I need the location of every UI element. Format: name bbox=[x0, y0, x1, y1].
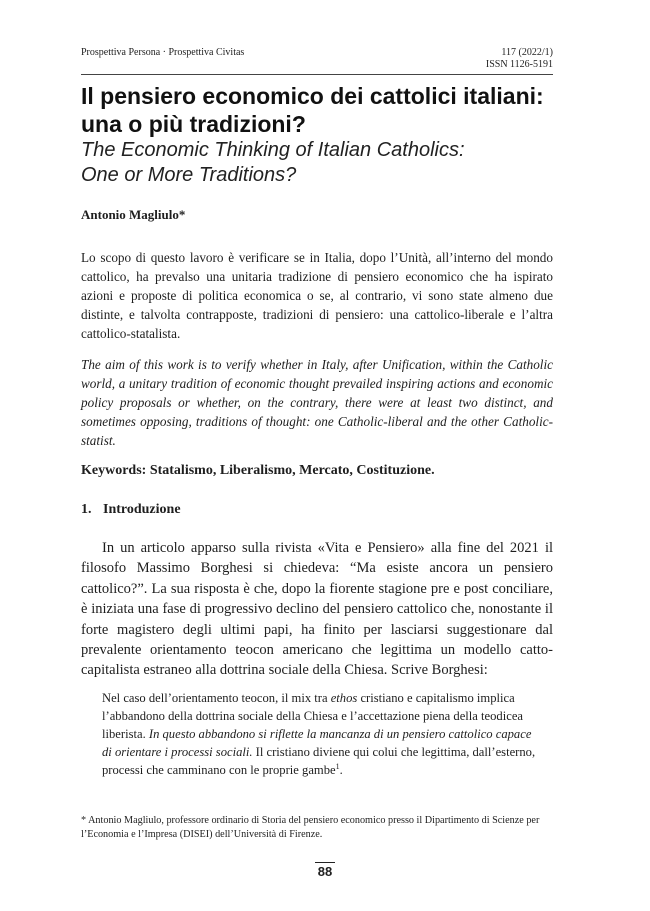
quote-italic-sentence: In questo abbandono si riflette la mancanza di un pensiero cattolico capace di orientare i processi sociali. bbox=[102, 727, 532, 759]
block-quote bbox=[102, 689, 542, 779]
page-number: 88 bbox=[315, 862, 335, 879]
quote-ethos: ethos bbox=[330, 691, 358, 705]
journal-name: Prospettiva Persona · Prospettiva Civitas bbox=[81, 47, 245, 58]
footnote-reference[interactable]: 1 bbox=[335, 761, 340, 771]
quote-text-2: cristiano e capitalismo implica l’abbandono della dottrina sociale della Chiesa e l’accettazione piena della teodicea liberista. bbox=[102, 691, 523, 741]
title-line-1: Il pensiero economico dei cattolici italiani: bbox=[81, 83, 544, 109]
footnote: * Antonio Magliulo, professore ordinario di Storia del pensiero economico presso il Dipartimento di Scienze per l’Economia e l’Impresa (DISEI) dell’Università di Firenze. bbox=[81, 815, 540, 840]
page-number-wrap bbox=[0, 862, 650, 879]
author-name: Antonio Magliulo* bbox=[81, 207, 186, 222]
title-line-2: una o più tradizioni? bbox=[81, 111, 306, 137]
quote-text-3: Il cristiano diviene qui colui che legittima, dall’esterno, processi che camminano con le proprie gambe bbox=[102, 745, 536, 777]
section-title: Introduzione bbox=[103, 502, 181, 517]
issue-info bbox=[486, 47, 553, 71]
issue-number: 117 (2022/1) bbox=[501, 47, 553, 58]
issn: ISSN 1126-5191 bbox=[485, 59, 553, 70]
abstract-english: The aim of this work is to verify whether in Italy, after Unification, within the Catholic world, a unitary tradition of economic thought prevailed inspiring actions and economic policy proposals or whether, on the contrary, there were at least two distinct, and sometimes opposing, traditions of thought: one Catholic-liberal and the other Catholic-statist. bbox=[81, 357, 553, 448]
section-number: 1. bbox=[81, 502, 92, 517]
article-title-english bbox=[81, 138, 571, 188]
quote-text-4: . bbox=[339, 763, 343, 777]
title-en-line-1: The Economic Thinking of Italian Catholics: bbox=[81, 139, 465, 161]
keywords: Keywords: Statalismo, Liberalismo, Mercato, Costituzione. bbox=[81, 463, 435, 478]
article-title bbox=[81, 82, 571, 138]
abstract-italian: Lo scopo di questo lavoro è verificare se in Italia, dopo l’Unità, all’interno del mondo cattolico, ha prevalso una unitaria tradizione di pensiero economico che ha ispirato azioni e proposte di politica economica o se, al contrario, vi sono state almeno due distinte, e talvolta contrapposte, tradizioni di pensiero: una cattolico-liberale e l’altra cattolico-statalista. bbox=[81, 250, 553, 341]
section-heading bbox=[81, 502, 181, 518]
quote-text-1: Nel caso dell’orientamento teocon, il mix tra bbox=[102, 691, 331, 705]
running-head bbox=[81, 47, 553, 75]
body-paragraph: In un articolo apparso sulla rivista «Vita e Pensiero» alla fine del 2021 il filosofo Massimo Borghesi si chiedeva: “Ma esiste ancora un pensiero cattolico?”. La sua risposta è che, dopo la fiorente stagione pre e post conciliare, è iniziata una fase di progressivo declino del pensiero cattolico che, nonostante il forte magistero degli ultimi papi, ha finito per lasciarsi suggestionare dal prevalente orientamento teocon americano che legittima un modello catto-capitalista estraneo alla dottrina sociale della Chiesa. Scrive Borghesi: bbox=[81, 540, 553, 679]
title-en-line-2: One or More Traditions? bbox=[81, 164, 297, 186]
